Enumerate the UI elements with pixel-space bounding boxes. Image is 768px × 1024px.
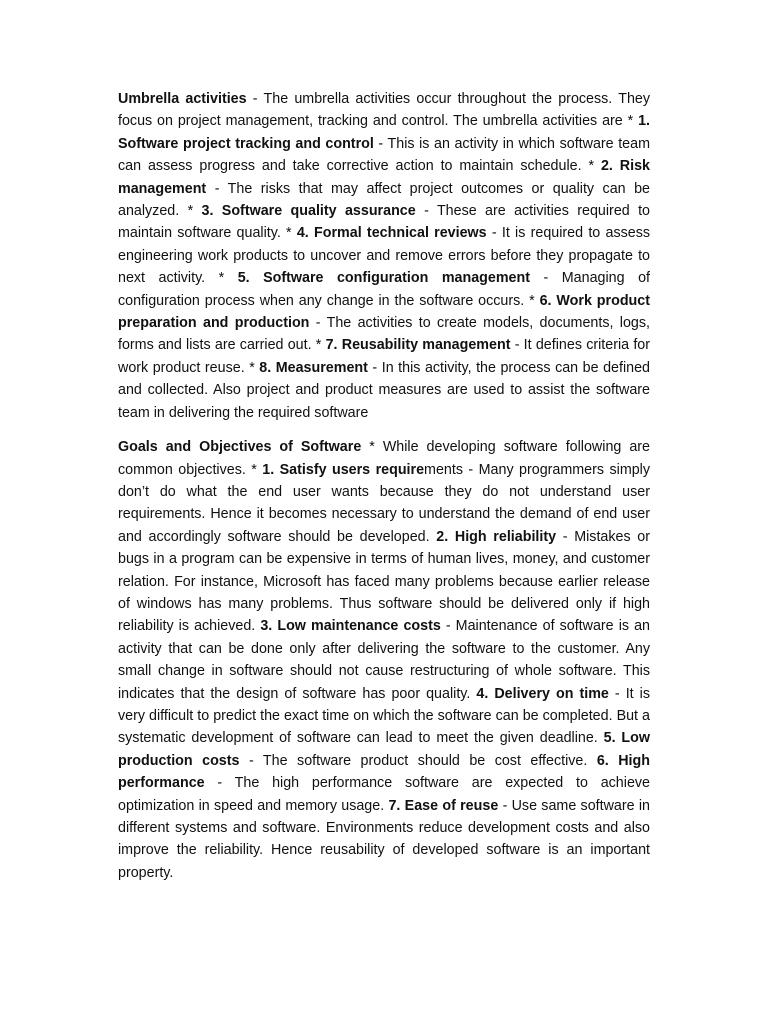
- item-work-product-preparation: 6. Work product preparation and production: [118, 292, 650, 332]
- item-software-configuration-management: 5. Software configuration management: [237, 270, 531, 287]
- item-ease-of-reuse: 7. Ease of reuse: [388, 797, 499, 814]
- text-run: ments - Many programmers simply don’t do what the end user wants because they do not understand user requirements. Hence it becomes necessary to understand the demand of end user and accordingly software should be developed.: [118, 461, 650, 545]
- item-high-reliability: 2. High reliability: [436, 528, 557, 545]
- text-run: - It is very difficult to predict the exact time on which the software can be completed. But a systematic development of software can lead to meet the given deadline.: [118, 685, 650, 747]
- text-run: - The high performance software are expected to achieve optimization in speed and memory usage.: [118, 775, 650, 814]
- text-run: - It defines criteria for work product reuse. *: [118, 337, 651, 376]
- text-run: - The risks that may affect project outcomes or quality can be analyzed. *: [118, 180, 650, 220]
- text-run: - The umbrella activities occur throughout the process. They focus on project management, tracking and control. The umbrella activities are *: [118, 91, 650, 130]
- goals-objectives-paragraph: [118, 436, 650, 884]
- text-run: - This is an activity in which software team can assess progress and take corrective action to maintain schedule. *: [118, 135, 650, 175]
- text-run: - It is required to assess engineering work products to uncover and remove errors before they propagate to next activity. *: [118, 225, 650, 287]
- item-risk-management: 2. Risk management: [118, 158, 650, 197]
- item-software-project-tracking: 1. Software project tracking and control: [118, 113, 650, 152]
- heading-goals-objectives: Goals and Objectives of Software: [118, 439, 362, 456]
- text-run: - Mistakes or bugs in a program can be expensive in terms of human lives, money, and customer relation. For instance, Microsoft has faced many problems because earlier release of windows has many problems. Thus software should be delivered only if high reliability is achieved.: [118, 528, 651, 635]
- text-run: * While developing software following are common objectives. *: [118, 439, 650, 478]
- text-run: - Use same software in different systems and software. Environments reduce development costs and also improve the reliability. Hence reusability of developed software is an important property.: [118, 797, 650, 881]
- heading-umbrella-activities: Umbrella activities: [118, 91, 247, 107]
- item-software-quality-assurance: 3. Software quality assurance: [201, 203, 416, 220]
- item-delivery-on-time: 4. Delivery on time: [476, 685, 609, 702]
- document-page: [118, 88, 650, 896]
- text-run: - Maintenance of software is an activity that can be done only after delivering the software to the customer. Any small change in software should not cause restructuring of whole software. This indicates that the design of software has poor quality.: [118, 618, 650, 702]
- text-run: - These are activities required to maintain software quality. *: [118, 203, 651, 242]
- item-low-maintenance-costs: 3. Low maintenance costs: [260, 618, 441, 635]
- text-run: - Managing of configuration process when any change in the software occurs. *: [118, 270, 650, 309]
- item-reusability-management: 7. Reusability management: [325, 337, 511, 354]
- text-run: - In this activity, the process can be defined and collected. Also project and product measures are used to assist the software team in delivering the required software: [118, 359, 650, 421]
- item-low-production-costs: 5. Low production costs: [118, 730, 651, 769]
- umbrella-activities-paragraph: [118, 88, 650, 424]
- item-satisfy-users: 1. Satisfy users require: [262, 461, 425, 478]
- text-run: - The activities to create models, documents, logs, forms and lists are carried out. *: [118, 315, 651, 354]
- item-formal-technical-reviews: 4. Formal technical reviews: [296, 225, 487, 242]
- text-run: - The software product should be cost effective.: [239, 752, 597, 769]
- item-high-performance: 6. High performance: [118, 752, 650, 792]
- item-measurement: 8. Measurement: [259, 359, 368, 376]
